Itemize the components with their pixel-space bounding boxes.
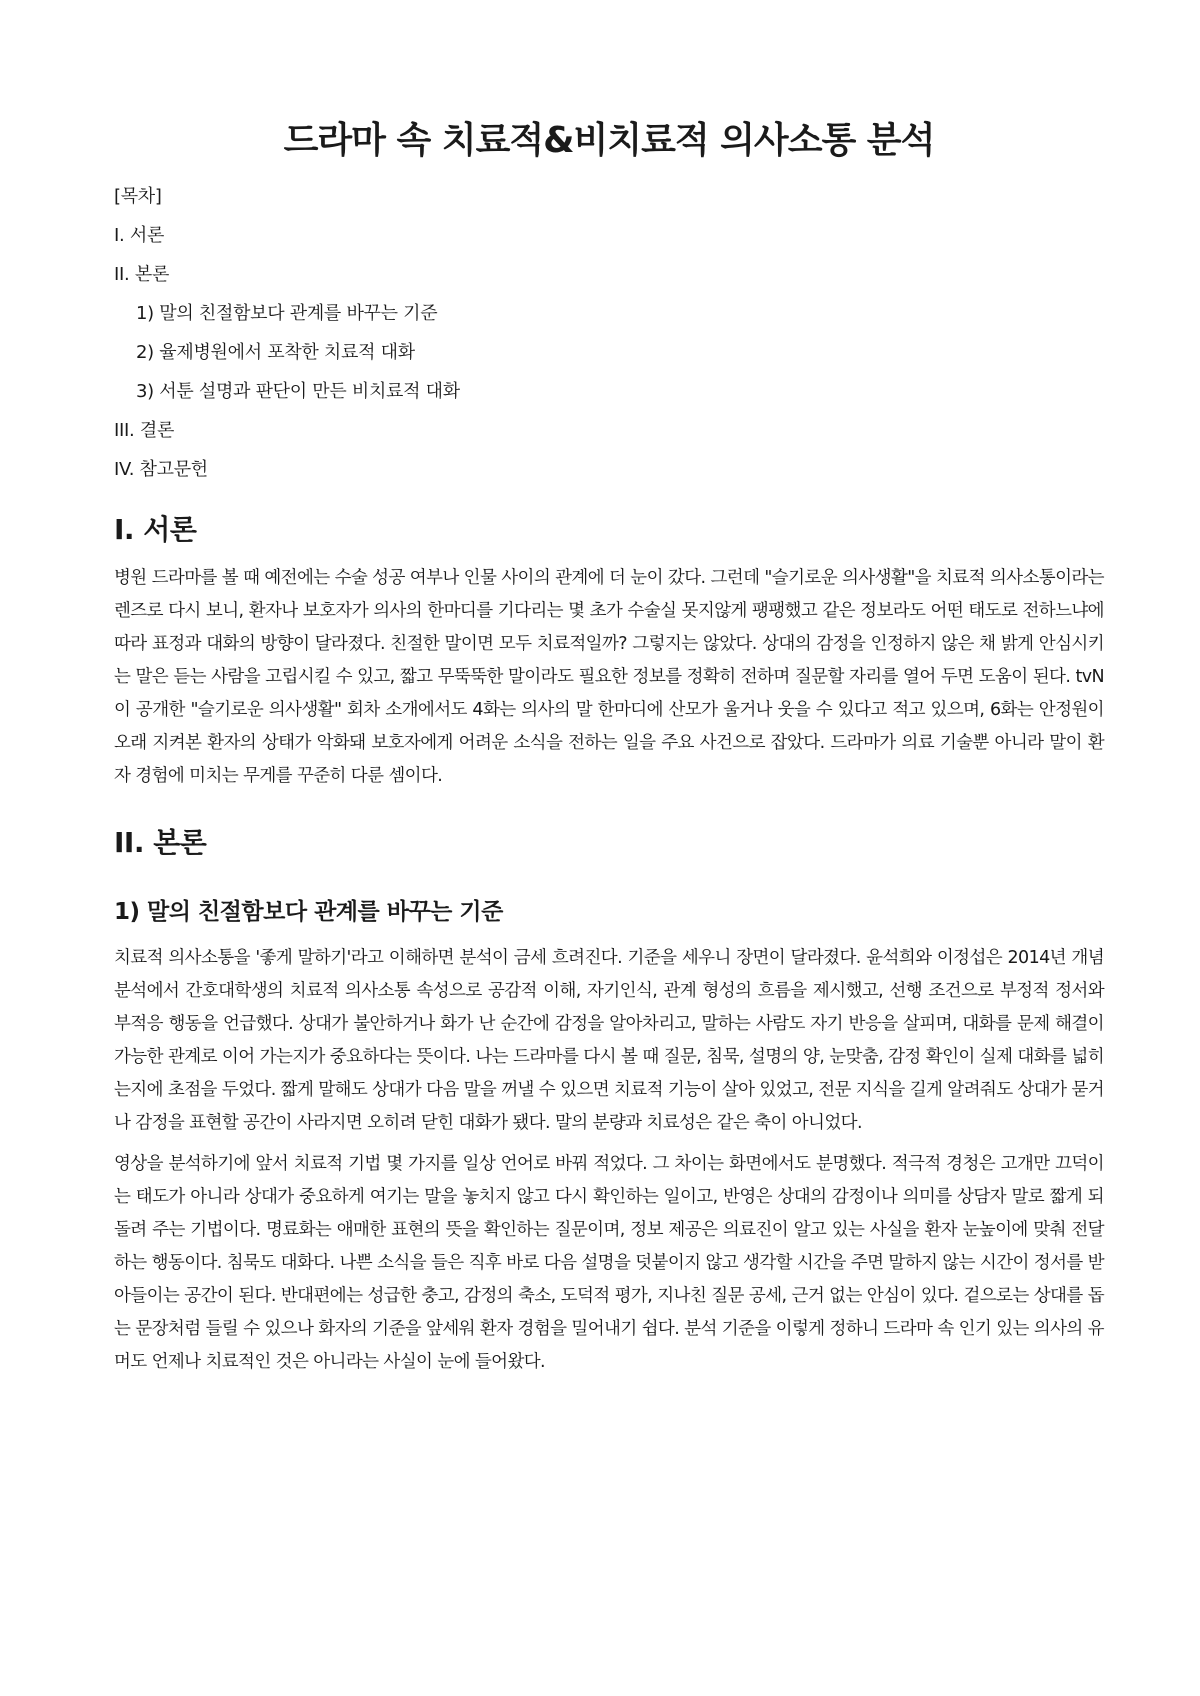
section-heading-body: II. 본론	[114, 826, 207, 860]
body-paragraph-2: 영상을 분석하기에 앞서 치료적 기법 몇 가지를 일상 언어로 바꿔 적었다. 그 차이는 화면에서도 분명했다. 적극적 경청은 고개만 끄덕이는 태도가 아니라 상대가 중요하게 여기는 말을 놓치지 않고 다시 확인하는 일이고, 반영은 상대의 감정이나 의미를 상담자 말로 짧게 되돌려 주는 기법이다. 명료화는 애매한 표현의 뜻을 확인하는 질문이며, 정보 제공은 의료진이 알고 있는 사실을 환자 눈높이에 맞춰 전달하는 행동이다. 침묵도 대화다. 나쁜 소식을 들은 직후 바로 다음 설명을 덧붙이지 않고 생각할 시간을 주면 말하지 않는 시간이 정서를 받아들이는 공간이 된다. 반대편에는 성급한 충고, 감정의 축소, 도덕적 평가, 지나친 질문 공세, 근거 없는 안심이 있다. 겉으로는 상대를 돕는 문장처럼 들릴 수 있으나 화자의 기준을 앞세워 환자 경험을 밀어내기 쉽다. 분석 기준을 이렇게 정하니 드라마 속 인기 있는 의사의 유머도 언제나 치료적인 것은 아니라는 사실이 눈에 들어왔다.	[114, 1153, 1104, 1372]
document-title: 드라마 속 치료적&비치료적 의사소통 분석	[283, 120, 935, 161]
toc-item-body-sub2: 2) 율제병원에서 포착한 치료적 대화	[136, 342, 415, 363]
toc-item-body: II. 본론	[114, 264, 170, 285]
toc-heading: [목차]	[114, 186, 162, 207]
toc-item-body-sub3: 3) 서툰 설명과 판단이 만든 비치료적 대화	[136, 381, 460, 402]
toc-item-intro: I. 서론	[114, 225, 165, 246]
toc-item-body-sub1: 1) 말의 친절함보다 관계를 바꾸는 기준	[136, 303, 438, 324]
intro-paragraph: 병원 드라마를 볼 때 예전에는 수술 성공 여부나 인물 사이의 관계에 더 눈이 갔다. 그런데 "슬기로운 의사생활"을 치료적 의사소통이라는 렌즈로 다시 보니, 환자나 보호자가 의사의 한마디를 기다리는 몇 초가 수술실 못지않게 팽팽했고 같은 정보라도 어떤 태도로 전하느냐에 따라 표정과 대화의 방향이 달라졌다. 친절한 말이면 모두 치료적일까? 그렇지는 않았다. 상대의 감정을 인정하지 않은 채 밝게 안심시키는 말은 듣는 사람을 고립시킬 수 있고, 짧고 무뚝뚝한 말이라도 필요한 정보를 정확히 전하며 질문할 자리를 열어 두면 도움이 된다. tvN이 공개한 "슬기로운 의사생활" 회차 소개에서도 4화는 의사의 말 한마디에 산모가 울거나 웃을 수 있다고 적고 있으며, 6화는 안정원이 오래 지켜본 환자의 상태가 악화돼 보호자에게 어려운 소식을 전하는 일을 주요 사건으로 잡았다. 드라마가 의료 기술뿐 아니라 말이 환자 경험에 미치는 무게를 꾸준히 다룬 셈이다.	[114, 568, 1104, 787]
section-heading-intro: I. 서론	[114, 513, 197, 546]
table-of-contents	[114, 187, 1104, 480]
toc-item-references: IV. 참고문헌	[114, 459, 208, 480]
body-paragraph-1: 치료적 의사소통을 '좋게 말하기'라고 이해하면 분석이 금세 흐려진다. 기준을 세우니 장면이 달라졌다. 윤석희와 이정섭은 2014년 개념분석에서 간호대학생의 치료적 의사소통 속성으로 공감적 이해, 자기인식, 관계 형성의 흐름을 제시했고, 선행 조건으로 부정적 정서와 부적응 행동을 언급했다. 상대가 불안하거나 화가 난 순간에 감정을 알아차리고, 말하는 사람도 자기 반응을 살피며, 대화를 문제 해결이 가능한 관계로 이어 가는지가 중요하다는 뜻이다. 나는 드라마를 다시 볼 때 질문, 침묵, 설명의 양, 눈맞춤, 감정 확인이 실제 대화를 넓히는지에 초점을 두었다. 짧게 말해도 상대가 다음 말을 꺼낼 수 있으면 치료적 기능이 살아 있었고, 전문 지식을 길게 알려줘도 상대가 묻거나 감정을 표현할 공간이 사라지면 오히려 닫힌 대화가 됐다. 말의 분량과 치료성은 같은 축이 아니었다.	[114, 947, 1104, 1133]
subsection-heading-1: 1) 말의 친절함보다 관계를 바꾸는 기준	[114, 898, 503, 925]
toc-item-conclusion: III. 결론	[114, 420, 175, 441]
